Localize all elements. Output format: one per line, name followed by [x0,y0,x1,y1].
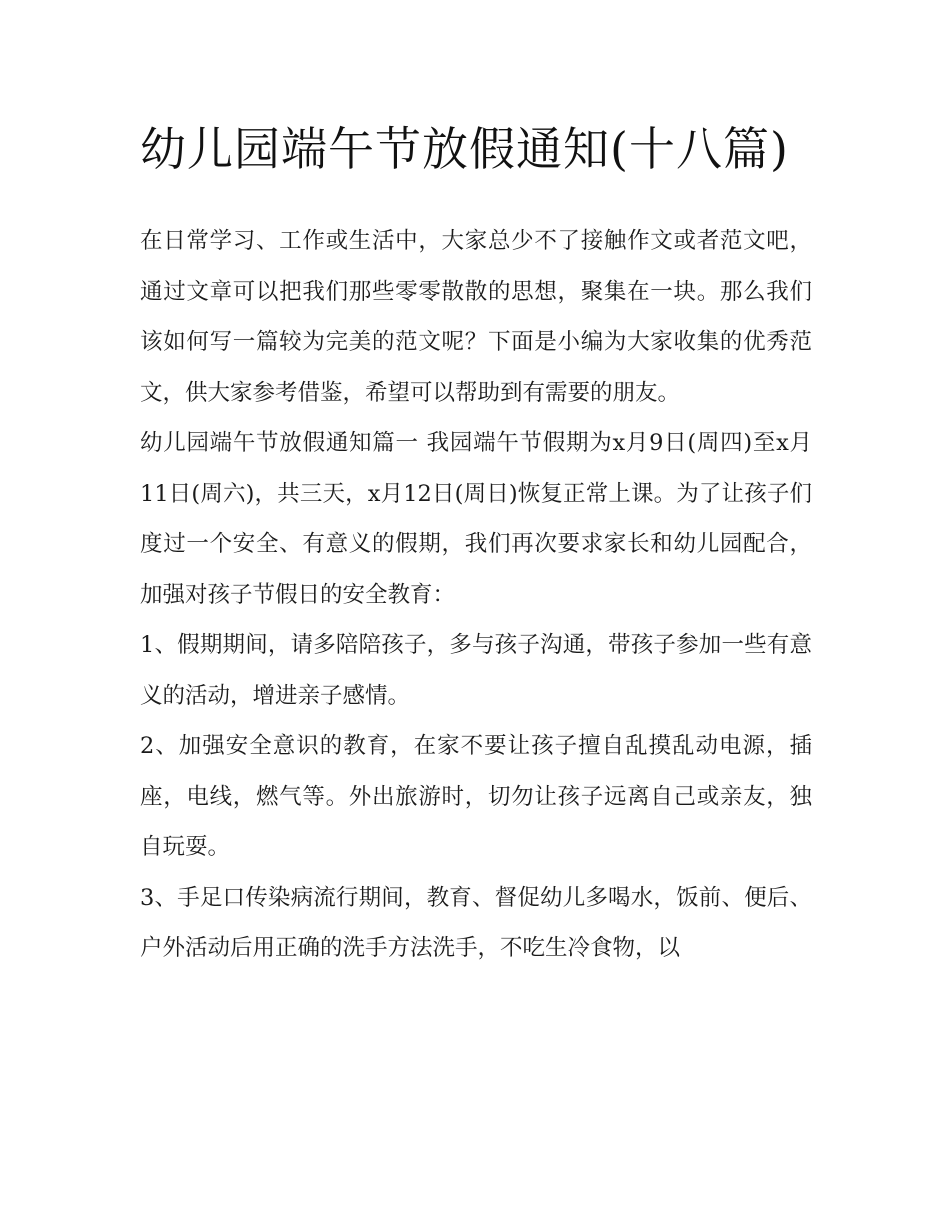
paragraph-item-1: 1、假期期间，请多陪陪孩子，多与孩子沟通，带孩子参加一些有意义的活动，增进亲子感情。 [140,632,812,709]
paragraph-item-3: 3、手足口传染病流行期间，教育、督促幼儿多喝水，饭前、便后、户外活动后用正确的洗手方法洗手，不吃生冷食物，以 [140,884,812,961]
document-body [140,216,812,974]
paragraph-item-2: 2、加强安全意识的教育，在家不要让孩子擅自乱摸乱动电源，插座，电线，燃气等。外出旅游时，切勿让孩子远离自己或亲友，独自玩耍。 [140,733,812,860]
paragraph-intro: 在日常学习、工作或生活中，大家总少不了接触作文或者范文吧，通过文章可以把我们那些零零散散的思想，聚集在一块。那么我们该如何写一篇较为完美的范文呢？下面是小编为大家收集的优秀范文，供大家参考借鉴，希望可以帮助到有需要的朋友。 [140,228,812,406]
document-title: 幼儿园端午节放假通知(十八篇) [140,122,789,176]
paragraph-notice-1: 幼儿园端午节放假通知篇一 我园端午节假期为x月9日(周四)至x月11日(周六)，共三天，x月12日(周日)恢复正常上课。为了让孩子们度过一个安全、有意义的假期，我们再次要求家长和幼儿园配合，加强对孩子节假日的安全教育： [140,430,812,608]
document-content [140,112,812,974]
